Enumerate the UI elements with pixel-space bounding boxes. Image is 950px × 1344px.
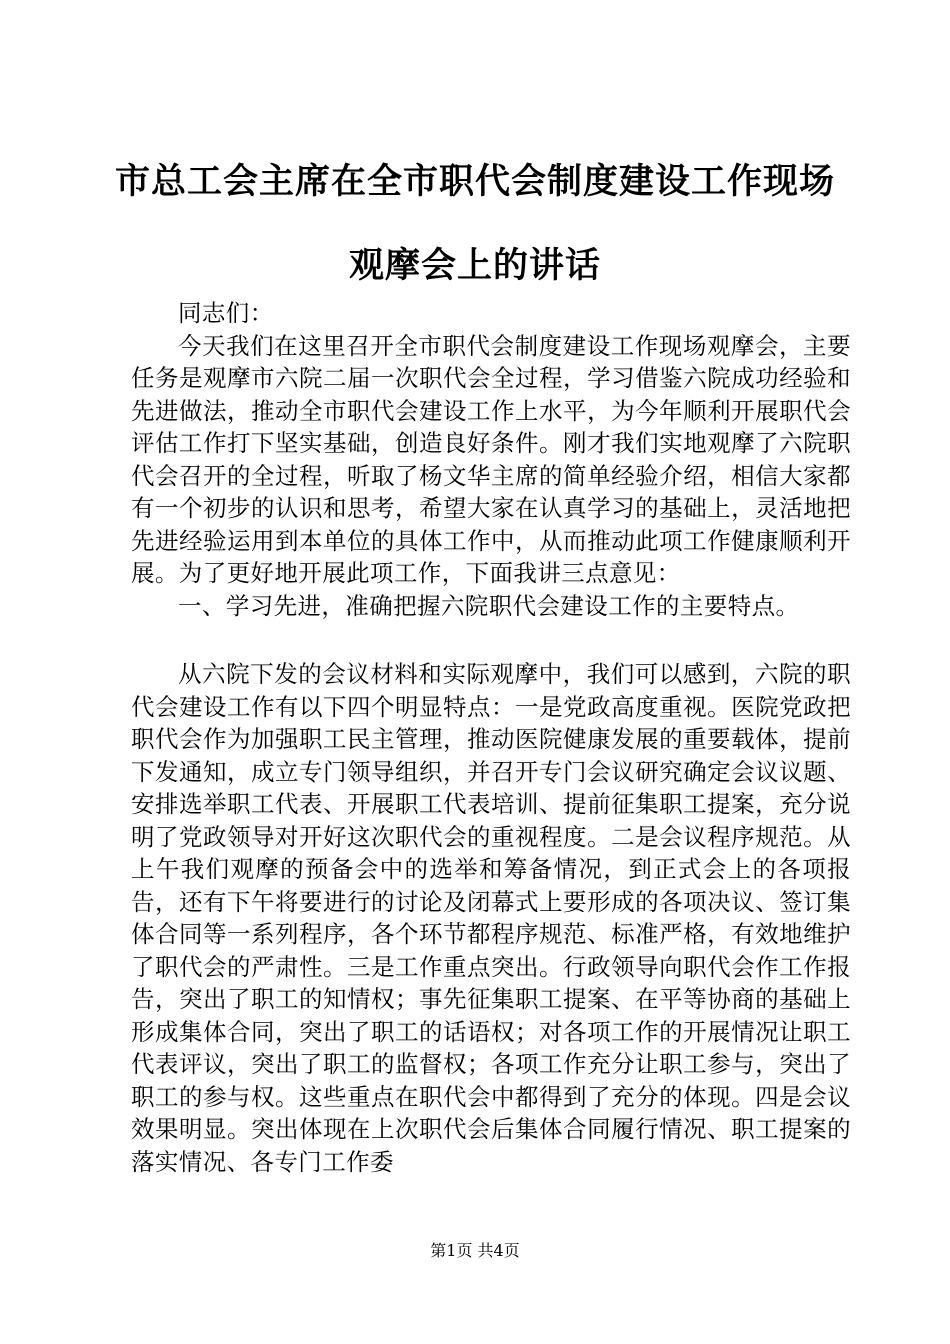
- paragraph-opening: 今天我们在这里召开全市职代会制度建设工作现场观摩会，主要任务是观摩市六院二届一次职代会全过程，学习借鉴六院成功经验和先进做法，推动全市职代会建设工作上水平，为今年顺利开展职代会评估工作打下坚实基础，创造良好条件。刚才我们实地观摩了六院职代会召开的全过程，听取了杨文华主席的简单经验介绍，相信大家都有一个初步的认识和思考，希望大家在认真学习的基础上，灵活地把先进经验运用到本单位的具体工作中，从而推动此项工作健康顺利开展。为了更好地开展此项工作，下面我讲三点意见：: [131, 331, 851, 587]
- section-heading-1: 一、学习先进，准确把握六院职代会建设工作的主要特点。: [178, 591, 800, 620]
- document-body-lower: [131, 658, 851, 1178]
- document-title-line-2: 观摩会上的讲话: [348, 245, 601, 286]
- page-footer: 第1页 共4页: [430, 1241, 520, 1260]
- paragraph-four-features: 从六院下发的会议材料和实际观摩中，我们可以感到，六院的职代会建设工作有以下四个明显特点：一是党政高度重视。医院党政把职代会作为加强职工民主管理，推动医院健康发展的重要载体，提前下发通知，成立专门领导组织，并召开专门会议研究确定会议议题、安排选举职工代表、开展职工代表培训、提前征集职工提案，充分说明了党政领导对开好这次职代会的重视程度。二是会议程序规范。从上午我们观摩的预备会中的选举和筹备情况，到正式会上的各项报告，还有下午将要进行的讨论及闭幕式上要形成的各项决议、签订集体合同等一系列程序，各个环节都程序规范、标准严格，有效地维护了职代会的严肃性。三是工作重点突出。行政领导向职代会作工作报告，突出了职工的知情权；事先征集职工提案、在平等协商的基础上形成集体合同，突出了职工的话语权；对各项工作的开展情况让职工代表评议，突出了职工的监督权；各项工作充分让职工参与，突出了职工的参与权。这些重点在职代会中都得到了充分的体现。四是会议效果明显。突出体现在上次职代会后集体合同履行情况、职工提案的落实情况、各专门工作委: [131, 660, 851, 1176]
- document-title-line-1: 市总工会主席在全市职代会制度建设工作现场: [114, 161, 835, 202]
- salutation: 同志们：: [178, 299, 274, 327]
- document-body-upper: [131, 297, 851, 622]
